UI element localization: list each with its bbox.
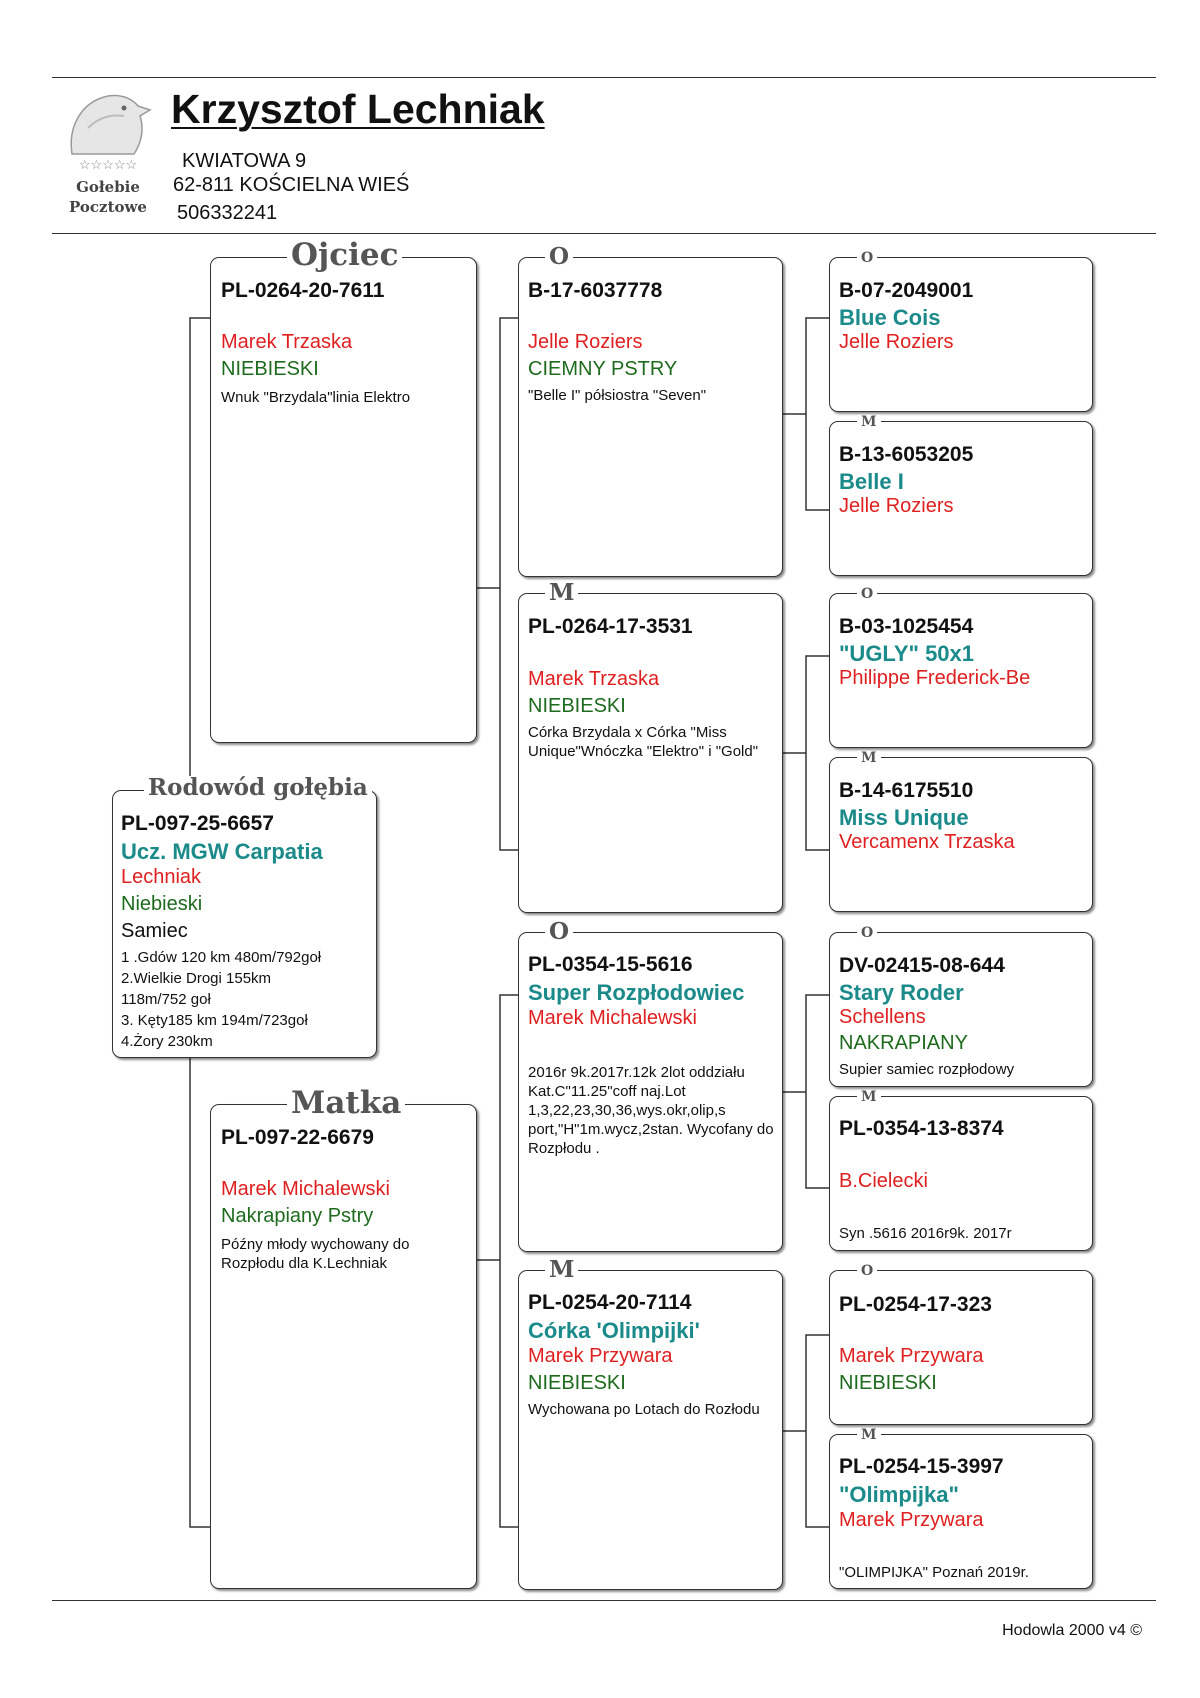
ggp-mmf-ring: PL-0254-17-323 — [839, 1293, 992, 1316]
subject-color: Niebieski — [121, 893, 203, 915]
ggp-fff-ring: B-07-2049001 — [839, 279, 974, 302]
paternal-grandfather-note: "Belle I" półsiostra "Seven" — [528, 387, 707, 404]
logo-text-line2: Pocztowe — [69, 198, 147, 216]
subject-note-3: 118m/752 goł — [121, 991, 211, 1008]
father-note: Wnuk "Brzydala"linia Elektro — [221, 389, 411, 406]
owner-street: KWIATOWA 9 — [182, 150, 307, 172]
ggp-mmm-name: "Olimpijka" — [839, 1482, 959, 1507]
ggp-mmm-label: M — [857, 1428, 881, 1442]
paternal-grandmother-color: NIEBIESKI — [528, 695, 626, 717]
father-color: NIEBIESKI — [221, 358, 319, 380]
ggp-fff-name: Blue Cois — [839, 305, 941, 330]
ggp-fmf-ring: B-03-1025454 — [839, 615, 974, 638]
ggp-fmm-ring: B-14-6175510 — [839, 779, 974, 802]
mother-note: Późny młody wychowany do Rozpłodu dla K.Lechniak — [221, 1236, 410, 1273]
mother-color: Nakrapiany Pstry — [221, 1205, 374, 1227]
father-card[interactable] — [210, 257, 477, 743]
ggp-fmf-breeder: Philippe Frederick-Be — [839, 667, 1031, 689]
maternal-grandfather-name: Super Rozpłodowiec — [528, 980, 745, 1005]
ggp-ffm-label: M — [857, 415, 881, 429]
owner-phone: 506332241 — [177, 202, 278, 224]
logo-text-line1: Gołebie — [76, 178, 140, 196]
maternal-grandfather-ring: PL-0354-15-5616 — [528, 953, 693, 976]
logo-stars: ☆☆☆☆☆ — [78, 158, 138, 173]
maternal-grandmother-breeder: Marek Przywara — [528, 1345, 673, 1367]
paternal-grandfather-card[interactable] — [518, 257, 783, 577]
ggp-ffm-ring: B-13-6053205 — [839, 443, 974, 466]
ggp-fmm-label: M — [857, 751, 881, 765]
ggp-mmf-breeder: Marek Przywara — [839, 1345, 984, 1367]
maternal-grandmother-ring: PL-0254-20-7114 — [528, 1291, 692, 1314]
ggp-mmf-color: NIEBIESKI — [839, 1372, 937, 1394]
ggp-mmf-label: O — [857, 1264, 877, 1278]
paternal-grandfather-label: O — [545, 245, 573, 268]
ggp-mfm-breeder: B.Cielecki — [839, 1170, 928, 1192]
maternal-grandmother-label: M — [545, 1258, 578, 1281]
owner-name: Krzysztof Lechniak — [171, 86, 545, 132]
ggp-mff-color: NAKRAPIANY — [839, 1032, 968, 1054]
subject-breeder: Lechniak — [121, 866, 202, 888]
ggp-mfm-note: Syn .5616 2016r9k. 2017r — [839, 1225, 1012, 1242]
ggp-fmm-name: Miss Unique — [839, 805, 969, 830]
maternal-grandfather-note: 2016r 9k.2017r.12k 2lot oddziału Kat.C"11.25"coff naj.Lot 1,3,22,23,30,36,wys.okr,olip,s port,"H"1m.wycz,2stan. Wycofany do Rozpłodu . — [528, 1064, 774, 1158]
ggp-mfm-label: M — [857, 1090, 881, 1104]
ggp-fmf-label: O — [857, 587, 877, 601]
mother-breeder: Marek Michalewski — [221, 1178, 390, 1200]
pedigree-label: Rodowód gołębia — [144, 776, 372, 799]
paternal-grandmother-label: M — [545, 581, 578, 604]
paternal-grandmother-note: Córka Brzydala x Córka "Miss Unique"Wnóczka "Elektro" i "Gold" — [528, 724, 759, 761]
paternal-grandfather-color: CIEMNY PSTRY — [528, 358, 678, 380]
ggp-mff-label: O — [857, 926, 877, 940]
maternal-grandfather-label: O — [545, 920, 573, 943]
mother-ring: PL-097-22-6679 — [221, 1126, 374, 1149]
owner-city: 62-811 KOŚCIELNA WIEŚ — [173, 174, 410, 196]
ggp-mmm-ring: PL-0254-15-3997 — [839, 1455, 1004, 1478]
subject-note-1: 1 .Gdów 120 km 480m/792goł — [121, 949, 322, 966]
mother-label: Matka — [287, 1088, 405, 1119]
maternal-grandmother-name: Córka 'Olimpijki' — [528, 1318, 700, 1343]
subject-sex: Samiec — [121, 920, 188, 942]
subject-ring: PL-097-25-6657 — [121, 812, 274, 835]
maternal-grandmother-note: Wychowana po Lotach do Rozłodu — [528, 1401, 760, 1418]
ggp-mff-note: Supier samiec rozpłodowy — [839, 1061, 1015, 1078]
ggp-mmm-note: "OLIMPIJKA" Poznań 2019r. — [839, 1564, 1029, 1581]
ggp-mmm-breeder: Marek Przywara — [839, 1509, 984, 1531]
paternal-grandfather-breeder: Jelle Roziers — [528, 331, 643, 353]
paternal-grandfather-ring: B-17-6037778 — [528, 279, 663, 302]
paternal-grandmother-ring: PL-0264-17-3531 — [528, 615, 693, 638]
father-label: Ojciec — [287, 240, 402, 271]
ggp-fmm-breeder: Vercamenx Trzaska — [839, 831, 1015, 853]
ggp-ffm-name: Belle I — [839, 469, 904, 494]
ggp-mfm-ring: PL-0354-13-8374 — [839, 1117, 1004, 1140]
footer-credit: Hodowla 2000 v4 © — [1002, 1622, 1142, 1639]
ggp-fmf-name: "UGLY" 50x1 — [839, 641, 975, 666]
ggp-ffm-breeder: Jelle Roziers — [839, 495, 954, 517]
paternal-grandmother-breeder: Marek Trzaska — [528, 668, 660, 690]
maternal-grandfather-breeder: Marek Michalewski — [528, 1007, 697, 1029]
maternal-grandmother-color: NIEBIESKI — [528, 1372, 626, 1394]
ggp-mff-ring: DV-02415-08-644 — [839, 954, 1005, 977]
subject-name: Ucz. MGW Carpatia — [121, 839, 323, 864]
subject-note-5: 4.Żory 230km — [121, 1033, 213, 1050]
subject-note-2: 2.Wielkie Drogi 155km — [121, 970, 272, 987]
father-ring: PL-0264-20-7611 — [221, 279, 385, 302]
ggp-mff-name: Stary Roder — [839, 980, 964, 1005]
ggp-fff-label: O — [857, 251, 877, 265]
ggp-mff-breeder: Schellens — [839, 1006, 926, 1028]
mother-card[interactable] — [210, 1104, 477, 1589]
father-breeder: Marek Trzaska — [221, 331, 353, 353]
subject-note-4: 3. Kęty185 km 194m/723goł — [121, 1012, 308, 1029]
ggp-fff-breeder: Jelle Roziers — [839, 331, 954, 353]
